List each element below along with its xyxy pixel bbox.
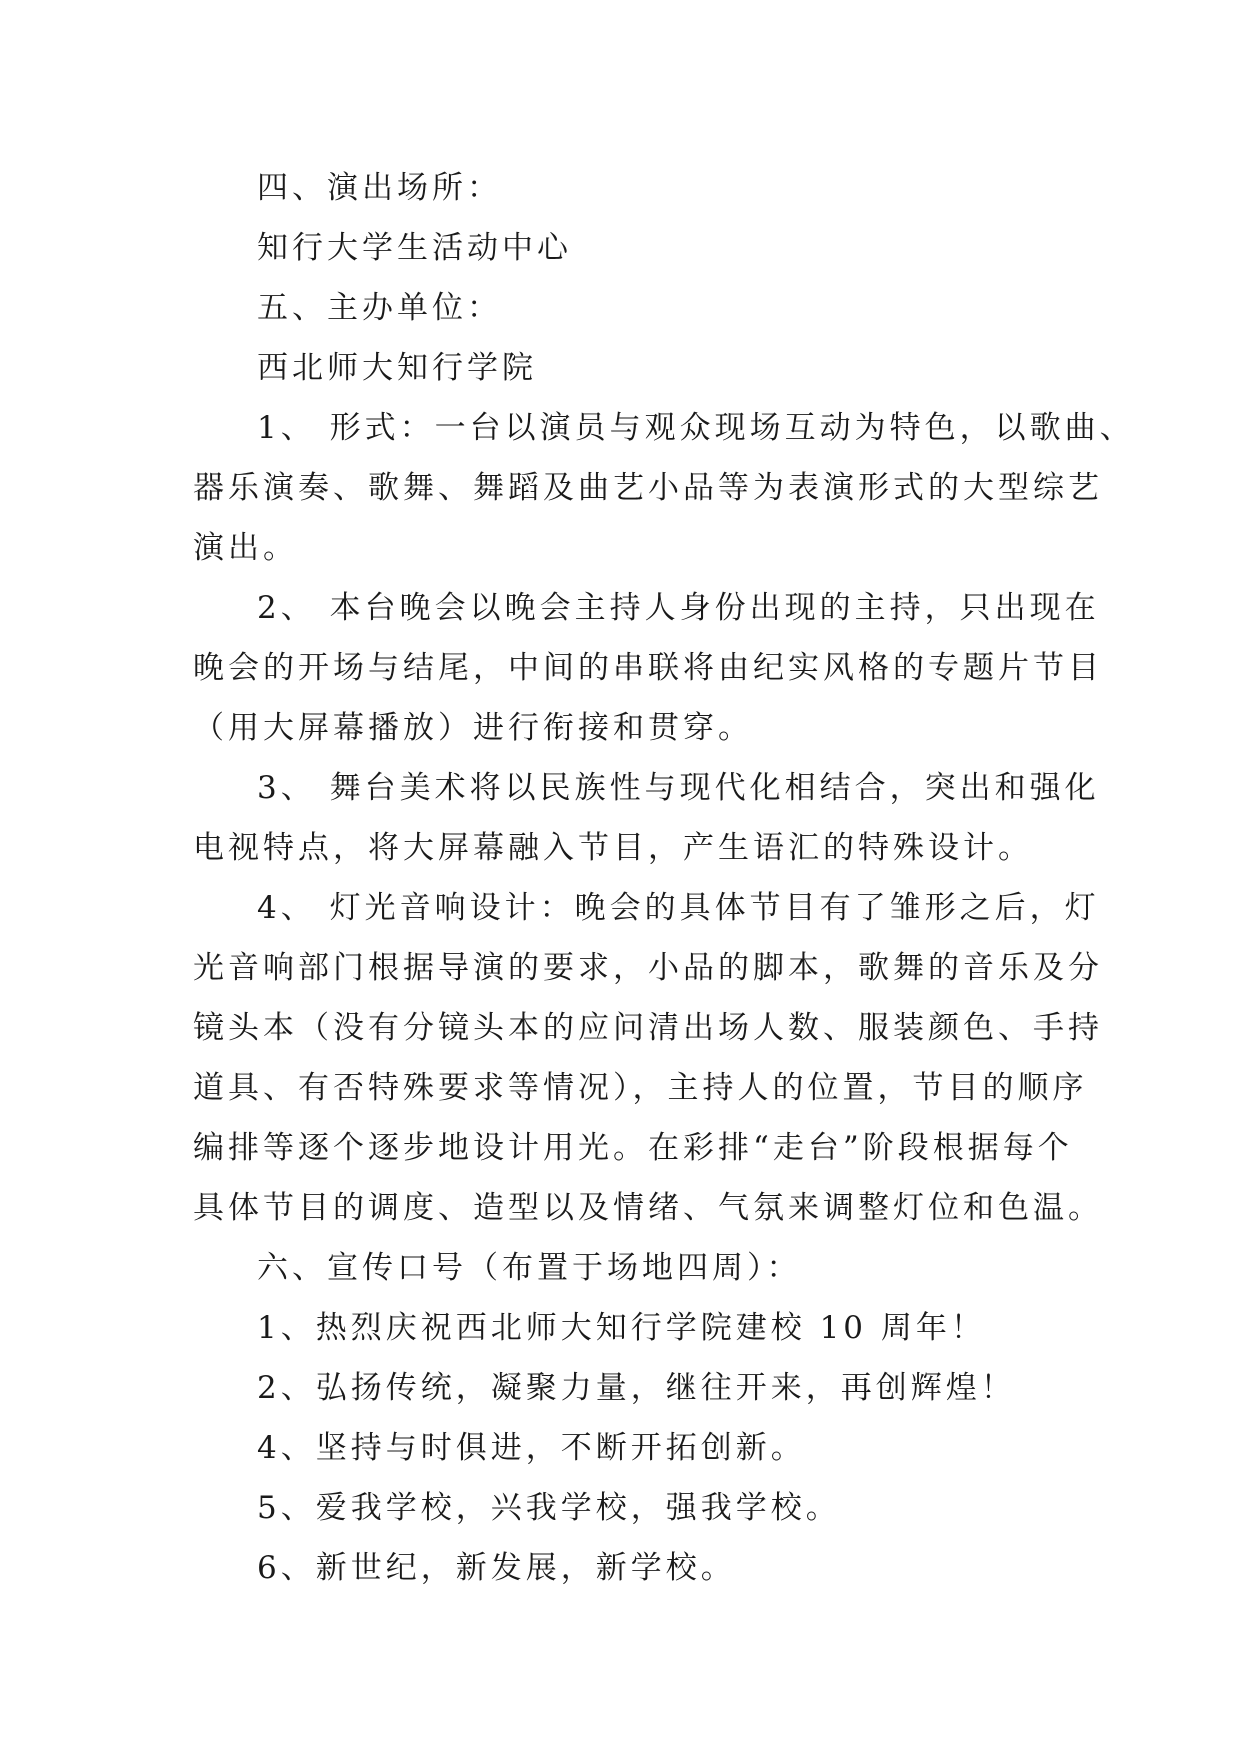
paragraph-line: 4、 灯光音响设计：晚会的具体节目有了雏形之后，灯 — [257, 890, 1100, 926]
paragraph-line: 器乐演奏、歌舞、舞蹈及曲艺小品等为表演形式的大型综艺 — [193, 470, 1103, 506]
paragraph-line: 光音响部门根据导演的要求，小品的脚本，歌舞的音乐及分 — [193, 950, 1103, 986]
slogan-item: 2、弘扬传统，凝聚力量，继往开来，再创辉煌！ — [257, 1370, 1016, 1406]
document-body — [193, 158, 1135, 1598]
slogan-item: 4、坚持与时俱进，不断开拓创新。 — [257, 1430, 806, 1466]
slogan-item: 1、热烈庆祝西北师大知行学院建校 10 周年！ — [257, 1310, 986, 1346]
organizer-text: 西北师大知行学院 — [257, 350, 537, 386]
paragraph-line: 演出。 — [193, 530, 298, 566]
paragraph-line: 3、 舞台美术将以民族性与现代化相结合，突出和强化 — [257, 770, 1100, 806]
slogan-item: 5、爱我学校，兴我学校，强我学校。 — [257, 1490, 841, 1526]
paragraph-line: 编排等逐个逐步地设计用光。在彩排“走台”阶段根据每个 — [193, 1130, 1073, 1166]
section-heading-organizer: 五、主办单位： — [257, 290, 502, 326]
paragraph-line: 1、 形式：一台以演员与观众现场互动为特色，以歌曲、 — [257, 410, 1135, 446]
paragraph-line: 电视特点，将大屏幕融入节目，产生语汇的特殊设计。 — [193, 830, 1033, 866]
paragraph-line: 道具、有否特殊要求等情况），主持人的位置，节目的顺序 — [193, 1070, 1088, 1106]
section-heading-slogans: 六、宣传口号（布置于场地四周）： — [257, 1250, 802, 1286]
section-heading-venue: 四、演出场所： — [257, 170, 502, 206]
venue-text: 知行大学生活动中心 — [257, 230, 572, 266]
paragraph-line: 2、 本台晚会以晚会主持人身份出现的主持，只出现在 — [257, 590, 1100, 626]
paragraph-line: （用大屏幕播放）进行衔接和贯穿。 — [193, 710, 753, 746]
paragraph-line: 具体节目的调度、造型以及情绪、气氛来调整灯位和色温。 — [193, 1190, 1103, 1226]
paragraph-line: 镜头本（没有分镜头本的应问清出场人数、服装颜色、手持 — [193, 1010, 1103, 1046]
slogan-item: 6、新世纪，新发展，新学校。 — [257, 1550, 736, 1586]
paragraph-line: 晚会的开场与结尾，中间的串联将由纪实风格的专题片节目 — [193, 650, 1103, 686]
